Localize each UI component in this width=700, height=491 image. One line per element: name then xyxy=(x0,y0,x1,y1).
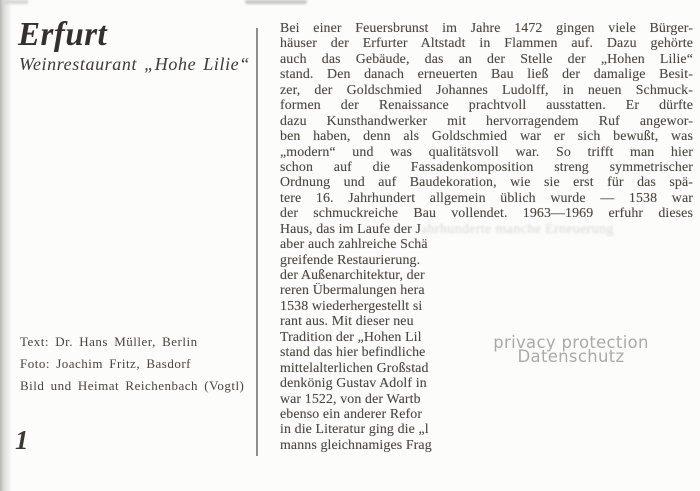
text-line: in die Literatur ging die „l xyxy=(280,422,429,438)
credits-block xyxy=(20,334,244,400)
text-line: reren Übermalungen hera xyxy=(280,283,425,299)
text-line: denkönig Gustav Adolf in xyxy=(280,376,427,392)
text-line: 1538 wiederhergestellt si xyxy=(280,298,423,314)
page-number: 1 xyxy=(15,425,29,455)
text-line: mittelalterlichen Großstad xyxy=(280,360,429,376)
scan-edge-shadow xyxy=(0,0,12,491)
text-line: stand. Den danach erneuerten Bau ließ der damalige Besit- xyxy=(280,67,693,83)
column-divider-line xyxy=(256,28,258,456)
text-line: greifende Restaurierung. xyxy=(280,252,421,268)
text-line: der Außenarchitektur, der xyxy=(280,268,425,283)
credit-publisher: Bild und Heimat Reichenbach (Vogtl) xyxy=(20,378,245,393)
text-line: Bei einer Feuersbrunst im Jahre 1472 gingen viele Bürger- xyxy=(280,21,693,36)
text-line: ben haben, denn als Goldschmied war er sich bewußt, was xyxy=(280,129,693,145)
text-line: tere 16. Jahrhundert allgemein üblich wurde — 1538 war xyxy=(280,190,693,206)
credit-text-author: Text: Dr. Hans Müller, Berlin xyxy=(20,334,198,349)
text-line: ebenso ein anderer Refor xyxy=(280,406,423,422)
text-line: Haus, das im Laufe der Jahrhunderte manche Erneuerung xyxy=(280,221,614,237)
credit-photo-author: Foto: Joachim Fritz, Basdorf xyxy=(20,356,191,371)
text-line: „modern“ und was qualitätsvoll war. So trifft man hier xyxy=(280,144,693,160)
text-line: Tradition der „Hohen Lil xyxy=(280,329,422,345)
page-subtitle: Weinrestaurant „Hohe Lilie“ xyxy=(19,54,250,74)
privacy-watermark xyxy=(459,333,683,366)
scan-smudge xyxy=(2,0,28,4)
faded-text-fragment: ahrhunderte manche Erneuerung xyxy=(420,221,614,237)
text-line: manns gleichnamiges Frag xyxy=(280,437,432,453)
text-line: auch das Gebäude, das an der Stelle der „Hohen Lilie“ xyxy=(280,51,693,67)
watermark-line-en: privacy protection xyxy=(493,333,649,352)
text-line: war 1522, von der Wartb xyxy=(280,391,421,407)
text-line: schon auf die Fassadenkomposition streng symmetrischer xyxy=(280,159,693,175)
text-line: Ordnung und auf Baudekoration, wie sie erst für das spä- xyxy=(280,175,693,191)
text-line: formen der Renaissance prachtvoll ausstatten. Er dürfte xyxy=(280,98,693,114)
text-line: zer, der Goldschmied Johannes Ludolff, in neuen Schmuck- xyxy=(280,82,693,98)
text-line: aber auch zahlreiche Schä xyxy=(280,237,428,253)
text-line: stand das hier befindliche xyxy=(280,345,426,361)
text-line: rant aus. Mit dieser neu xyxy=(280,314,414,330)
text-line: häuser der Erfurter Altstadt in Flammen auf. Dazu gehörte xyxy=(280,36,693,52)
article-text-column xyxy=(280,21,693,453)
text-line: der schmuckreiche Bau vollendet. 1963—1969 erfuhr dieses xyxy=(280,206,693,222)
scan-smudge xyxy=(245,0,307,4)
text-line: dazu Kunsthandwerker mit hervorragendem Ruf angewor- xyxy=(280,113,693,129)
watermark-line-de: Datenschutz xyxy=(517,346,625,366)
page-title: Erfurt xyxy=(18,16,108,54)
